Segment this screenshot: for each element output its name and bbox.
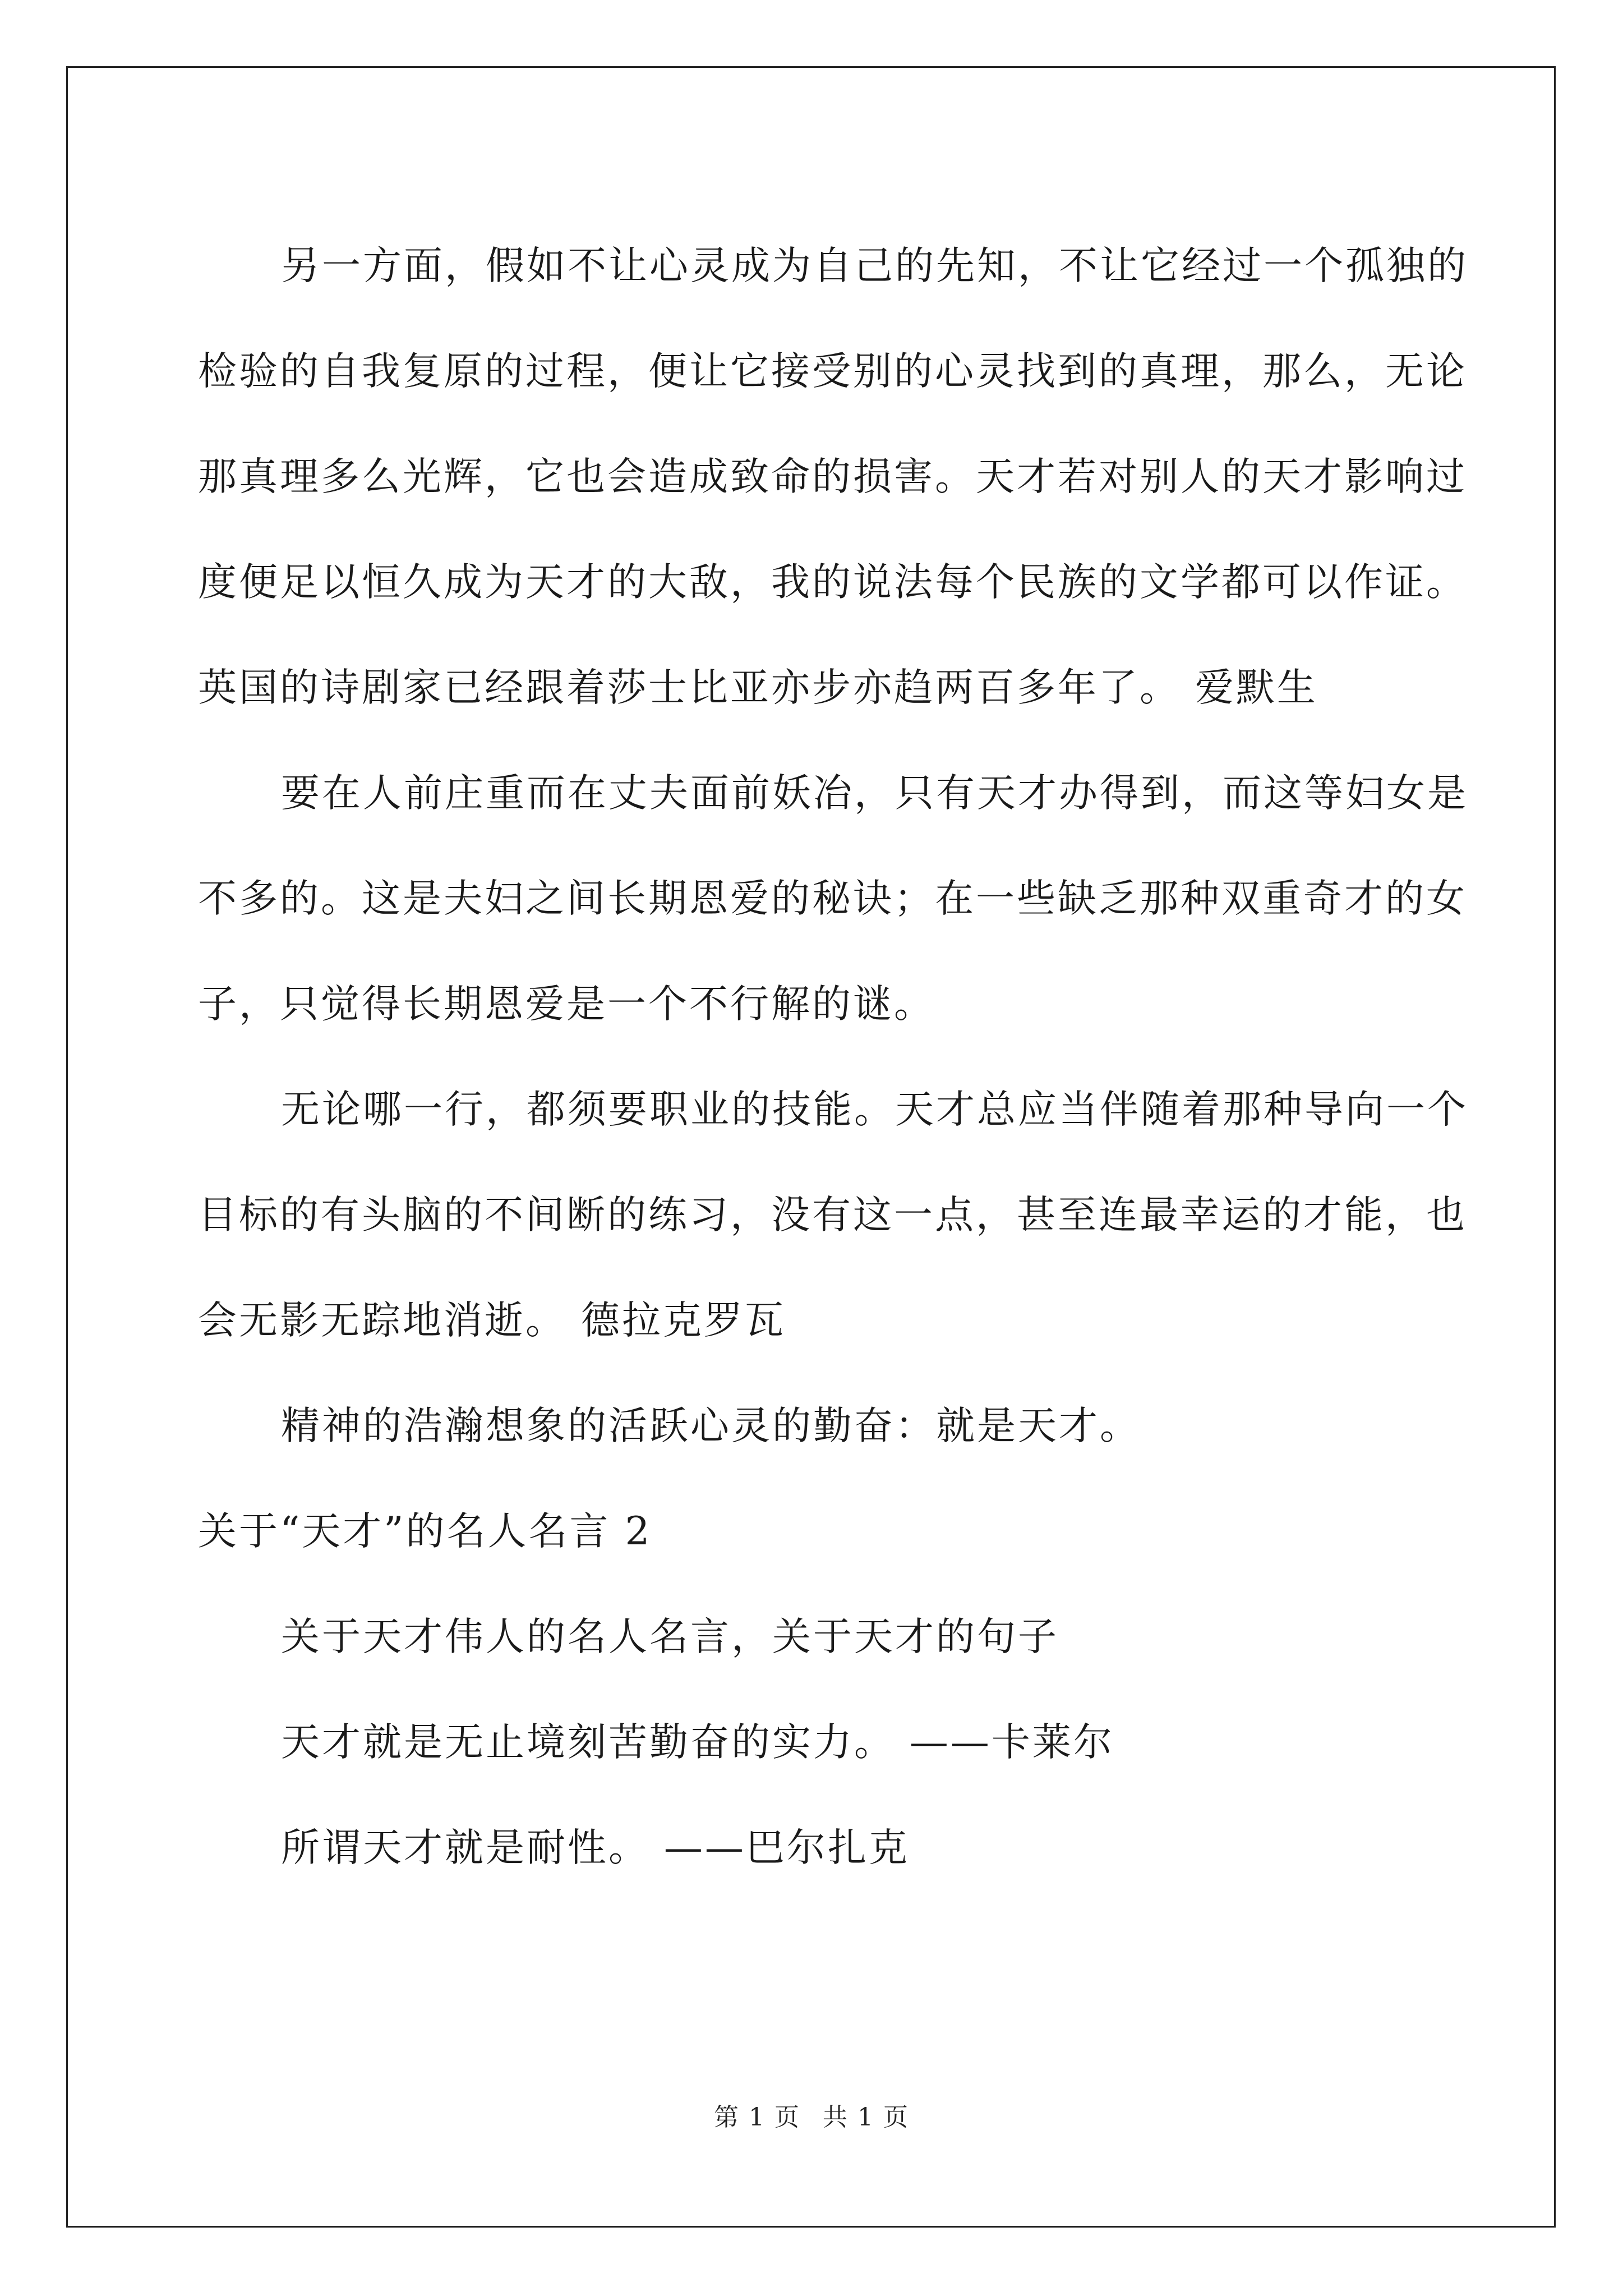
quote-carlyle: 天才就是无止境刻苦勤奋的实力。 ——卡莱尔 xyxy=(281,1720,1114,1765)
page-total: 共 1 页 xyxy=(823,2103,909,2132)
page-footer xyxy=(0,2097,1623,2133)
paragraph-marriage: 要在人前庄重而在丈夫面前妖冶，只有天才办得到，而这等妇女是不多的。这是夫妇之间长期恩爱的秘诀；在一些缺乏那种双重奇才的女子，只觉得长期恩爱是一个不行解的谜。 xyxy=(198,771,1468,1027)
paragraph-emerson: 另一方面，假如不让心灵成为自己的先知，不让它经过一个孤独的检验的自我复原的过程，便让它接受别的心灵找到的真理，那么，无论那真理多么光辉，它也会造成致命的损害。天才若对别人的天才影响过度便足以恒久成为天才的大敌，我的说法每个民族的文学都可以作证。英国的诗剧家已经跟着莎士比亚亦步亦趋两百多年了。 爱默生 xyxy=(198,243,1468,710)
paragraph-genius-definition: 精神的浩瀚想象的活跃心灵的勤奋：就是天才。 xyxy=(281,1404,1141,1448)
section-heading: 关于“天才”的名人名言 2 xyxy=(198,1509,652,1554)
paragraph-subtitle: 关于天才伟人的名人名言，关于天才的句子 xyxy=(281,1614,1059,1659)
page-number: 第 1 页 xyxy=(714,2103,800,2132)
quote-balzac: 所谓天才就是耐性。 ——巴尔扎克 xyxy=(281,1825,910,1870)
document-body xyxy=(198,213,1482,1901)
paragraph-delacroix: 无论哪一行，都须要职业的技能。天才总应当伴随着那种导向一个目标的有头脑的不间断的练习，没有这一点，甚至连最幸运的才能，也会无影无踪地消逝。 德拉克罗瓦 xyxy=(198,1087,1468,1343)
